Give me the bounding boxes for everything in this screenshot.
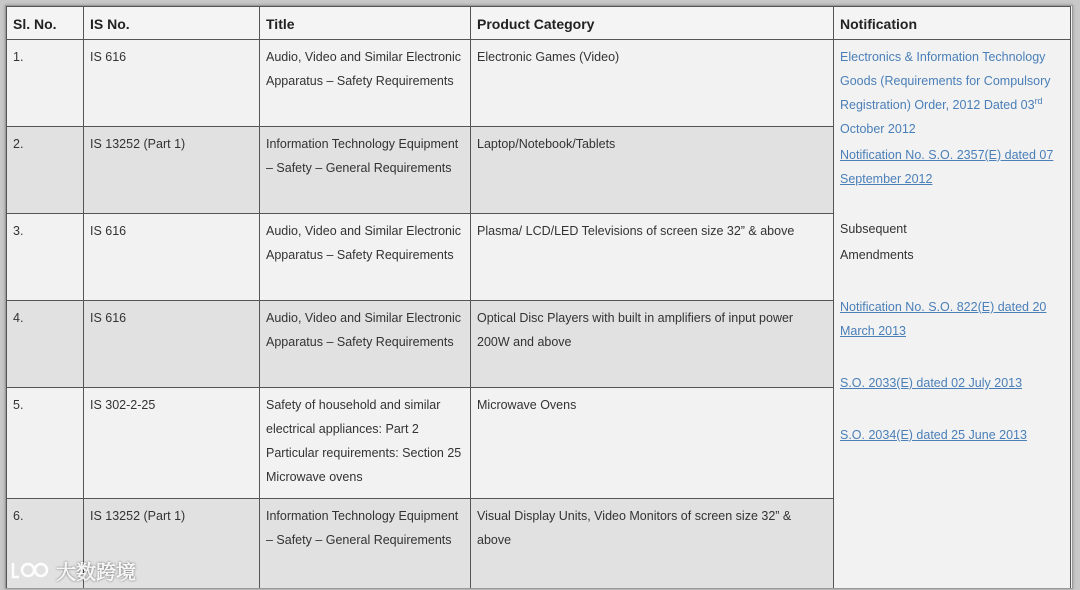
notification-link-2034[interactable]: S.O. 2034(E) dated 25 June 2013 xyxy=(840,428,1027,442)
notification-link-822[interactable]: Notification No. S.O. 822(E) dated 20 March 2013 xyxy=(840,300,1047,338)
cell-sl: 6. xyxy=(7,499,84,589)
cell-is-no: IS 13252 (Part 1) xyxy=(84,127,260,214)
cell-is-no: IS 302-2-25 xyxy=(84,388,260,499)
cell-sl: 1. xyxy=(7,40,84,127)
header-sl-no: Sl. No. xyxy=(7,7,84,40)
cell-sl: 5. xyxy=(7,388,84,499)
cell-is-no: IS 13252 (Part 1) xyxy=(84,499,260,589)
brand-logo-icon xyxy=(10,559,50,581)
cell-category: Optical Disc Players with built in amplifiers of input power 200W and above xyxy=(471,301,834,388)
cell-title: Information Technology Equipment – Safety – General Requirements xyxy=(260,127,471,214)
header-notification: Notification xyxy=(834,7,1071,40)
cell-is-no: IS 616 xyxy=(84,214,260,301)
cell-category: Visual Display Units, Video Monitors of screen size 32” & above xyxy=(471,499,834,589)
cell-title: Audio, Video and Similar Electronic Apparatus – Safety Requirements xyxy=(260,40,471,127)
watermark-text: 大数跨境 xyxy=(56,561,136,584)
notification-link-2033[interactable]: S.O. 2033(E) dated 02 July 2013 xyxy=(840,376,1023,390)
notification-link-2357[interactable]: Notification No. S.O. 2357(E) dated 07 September 2012 xyxy=(840,148,1054,186)
cell-title: Information Technology Equipment – Safety – General Requirements xyxy=(260,499,471,589)
table-frame xyxy=(5,5,1073,589)
amendments-label: Amendments xyxy=(840,248,914,262)
cell-sl: 3. xyxy=(7,214,84,301)
header-is-no: IS No. xyxy=(84,7,260,40)
watermark xyxy=(10,556,136,584)
header-row xyxy=(7,7,1071,40)
notification-cell xyxy=(834,40,1071,589)
header-category: Product Category xyxy=(471,7,834,40)
order-link[interactable]: Electronics & Information Technology Goods (Requirements for Compulsory Registration) Order, 2012 Dated 03rd October 2012 xyxy=(840,50,1051,136)
cell-category: Microwave Ovens xyxy=(471,388,834,499)
table-row xyxy=(7,40,1071,127)
cell-title: Audio, Video and Similar Electronic Apparatus – Safety Requirements xyxy=(260,214,471,301)
cell-category: Laptop/Notebook/Tablets xyxy=(471,127,834,214)
cell-title: Safety of household and similar electrical appliances: Part 2 Particular requirements: Section 25 Microwave ovens xyxy=(260,388,471,499)
subsequent-label: Subsequent xyxy=(840,222,907,236)
cell-sl: 4. xyxy=(7,301,84,388)
standards-table xyxy=(6,6,1071,589)
cell-is-no: IS 616 xyxy=(84,40,260,127)
header-title: Title xyxy=(260,7,471,40)
cell-category: Electronic Games (Video) xyxy=(471,40,834,127)
order-text[interactable] xyxy=(840,45,1064,141)
cell-is-no: IS 616 xyxy=(84,301,260,388)
cell-sl: 2. xyxy=(7,127,84,214)
cell-category: Plasma/ LCD/LED Televisions of screen size 32” & above xyxy=(471,214,834,301)
cell-title: Audio, Video and Similar Electronic Apparatus – Safety Requirements xyxy=(260,301,471,388)
